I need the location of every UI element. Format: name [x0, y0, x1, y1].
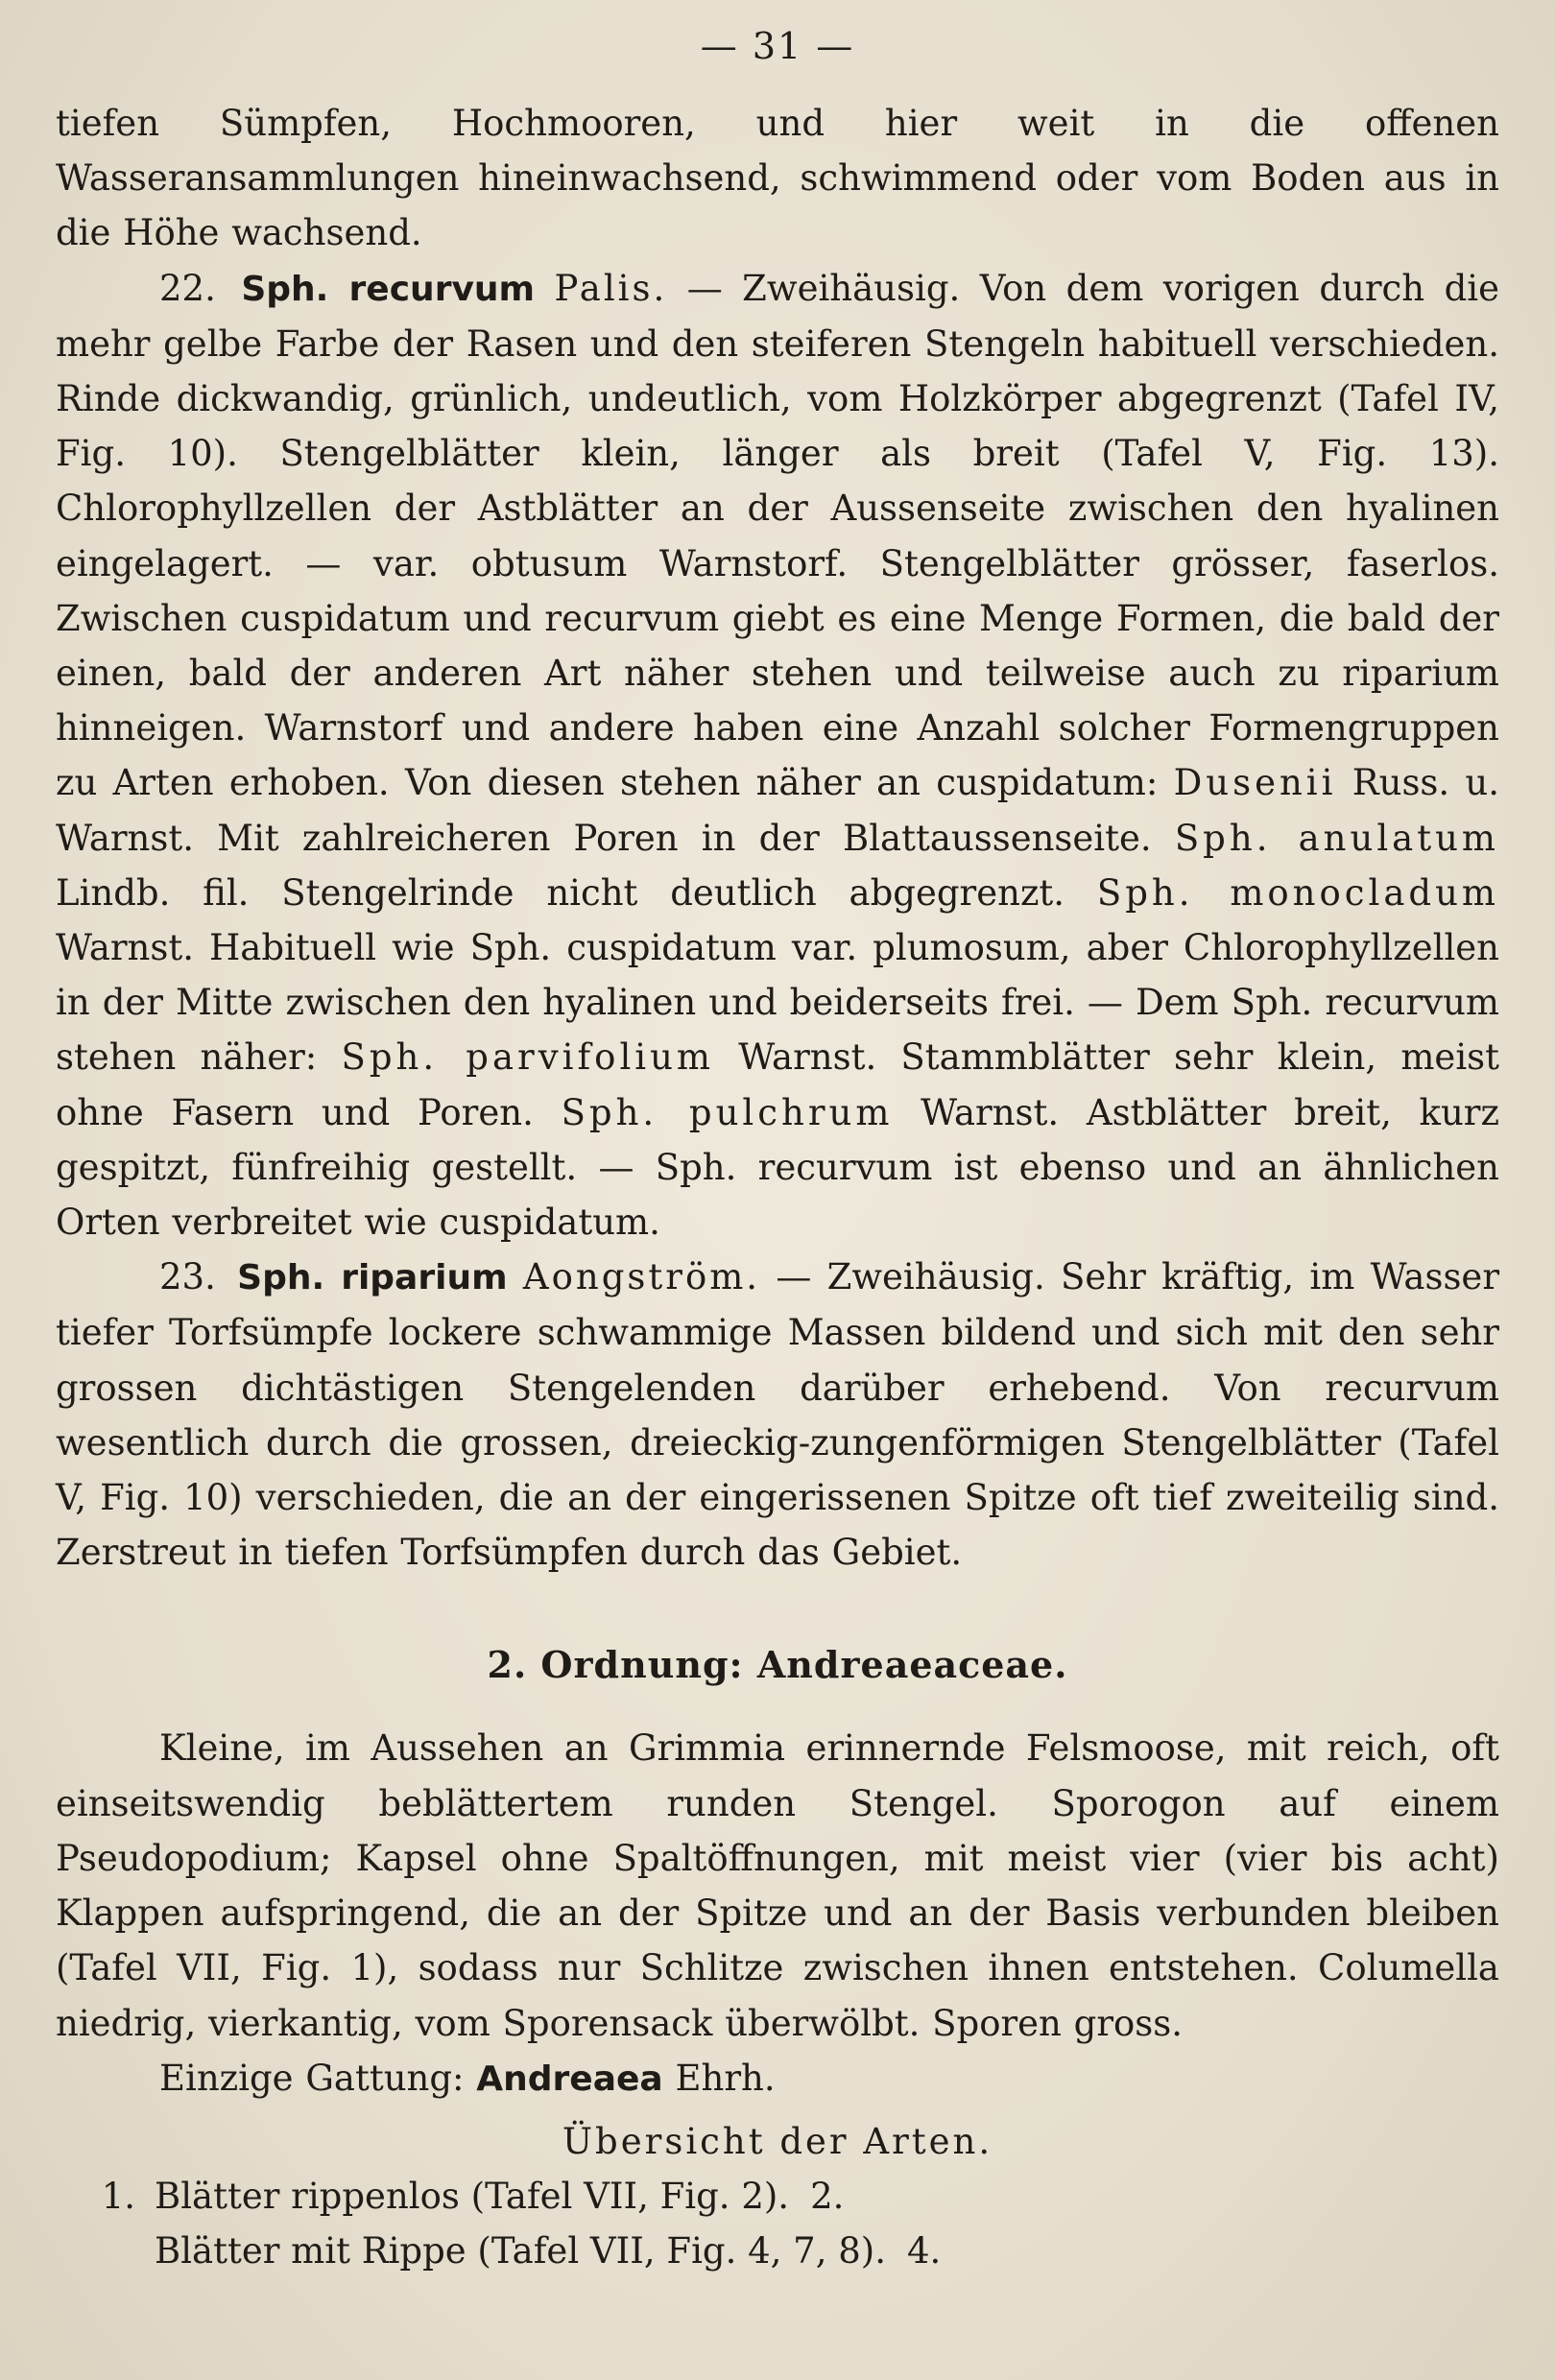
taxon-pulchrum: Sph. pulchrum [561, 1091, 894, 1133]
key-number [56, 2224, 155, 2278]
page-number: — 31 — [700, 25, 855, 67]
genus-line [56, 2051, 1499, 2106]
key-text: Blätter rippenlos (Tafel VII, Fig. 2). [155, 2175, 790, 2217]
species-author: Aongström. [522, 1256, 761, 1298]
species-description: — Zweihäusig. Sehr kräftig, im Wasser tiefer Torfsümpfe lockere schwammige Massen bildend und sich mit den sehr grossen dichtästigen Stengelenden darüber erhebend. Von recurvum wesentlich durch die grossen, dreieckig-zungenförmigen Stengelblätter (Tafel V, Fig. 10) verschieden, die an der eingerissenen Spitze oft tief zweiteilig sind. Zerstreut in tiefen Torfsümpfen durch das Gebiet. [56, 1256, 1500, 1574]
species-22-entry [56, 261, 1499, 1250]
species-name: Sph. riparium [237, 1258, 508, 1298]
genus-name: Andreaea [476, 2059, 663, 2099]
species-name: Sph. recurvum [241, 269, 536, 309]
genus-label: Einzige Gattung: [159, 2057, 465, 2099]
species-description-f: Warnst. Astblätter breit, kurz gespitzt, fünfreihig gestellt. — Sph. recurvum ist ebenso und an ähnlichen Orten verbreitet wie cuspidatum. [56, 1091, 1499, 1244]
key-number: 1. [101, 2175, 135, 2217]
key-entry [155, 2224, 1499, 2278]
species-number: 22. [159, 267, 216, 309]
key-entry [155, 2169, 1499, 2224]
genus-author: Ehrh. [675, 2057, 776, 2099]
species-number: 23. [159, 1256, 216, 1298]
overview-heading: Übersicht der Arten. [562, 2120, 993, 2162]
identification-key [56, 2169, 1499, 2278]
taxon-anulatum: Sph. anulatum [1174, 817, 1499, 859]
key-target: 4. [906, 2230, 942, 2273]
order-description: Kleine, im Aussehen an Grimmia erinnernde Felsmoose, mit reich, oft einseitswendig beblättertem runden Stengel. Sporogon auf einem Pseudopodium; Kapsel ohne Spaltöffnungen, mit meist vier (vier bis acht) Klappen aufspringend, die an der Spitze und an der Basis verbunden bleiben (Tafel VII, Fig. 1), sodass nur Schlitze zwischen ihnen entstehen. Columella niedrig, vierkantig, vom Sporensack überwölbt. Sporen gross. [56, 1727, 1499, 2044]
order-heading: 2. Ordnung: Andreaeaceae. [487, 1643, 1068, 1687]
species-description-b: Russ. u. Warnst. Mit zahlreicheren Poren in der Blattaussenseite. [56, 762, 1500, 859]
taxon-dusenii: Dusenii [1173, 762, 1337, 804]
key-text: Blätter mit Rippe (Tafel VII, Fig. 4, 7, 8). [155, 2230, 886, 2273]
key-target: 2. [810, 2175, 845, 2217]
taxon-monocladum: Sph. monocladum [1096, 871, 1499, 914]
species-description-c: Lindb. fil. Stengelrinde nicht deutlich abgegrenzt. [56, 871, 1065, 914]
species-description: — Zweihäusig. Von dem vorigen durch die mehr gelbe Farbe der Rasen und den steiferen Stengeln habituell verschieden. Rinde dickwandig, grünlich, undeutlich, vom Holzkörper abgegrenzt (Tafel IV, Fig. 10). Stengelblätter klein, länger als breit (Tafel V, Fig. 13). Chlorophyllzellen der Astblätter an der Aussenseite zwischen den hyalinen eingelagert. — var. obtusum Warnstorf. Stengelblätter grösser, faserlos. Zwischen cuspidatum und recurvum giebt es eine Menge Formen, die bald der einen, bald der anderen Art näher stehen und teilweise auch zu riparium hinneigen. Warnstorf und andere haben eine Anzahl solcher Formengruppen zu Arten erhoben. Von diesen stehen näher an cuspidatum: [56, 267, 1499, 804]
paragraph-continuation: tiefen Sümpfen, Hochmooren, und hier weit in die offenen Wasseransammlungen hineinwachsend, schwimmend oder vom Boden aus in die Höhe wachsend. [56, 103, 1499, 254]
species-description-e: Warnst. Stammblätter sehr klein, meist ohne Fasern und Poren. [56, 1036, 1500, 1133]
key-row [56, 2169, 1499, 2224]
species-description-d: Warnst. Habituell wie Sph. cuspidatum var. plumosum, aber Chlorophyllzellen in der Mitte zwischen den hyalinen und beiderseits frei. — Dem Sph. recurvum stehen näher: [56, 927, 1499, 1079]
key-row [56, 2224, 1499, 2278]
taxon-parvifolium: Sph. parvifolium [341, 1036, 715, 1079]
species-23-entry [56, 1250, 1499, 1580]
species-author: Palis. [554, 267, 668, 309]
